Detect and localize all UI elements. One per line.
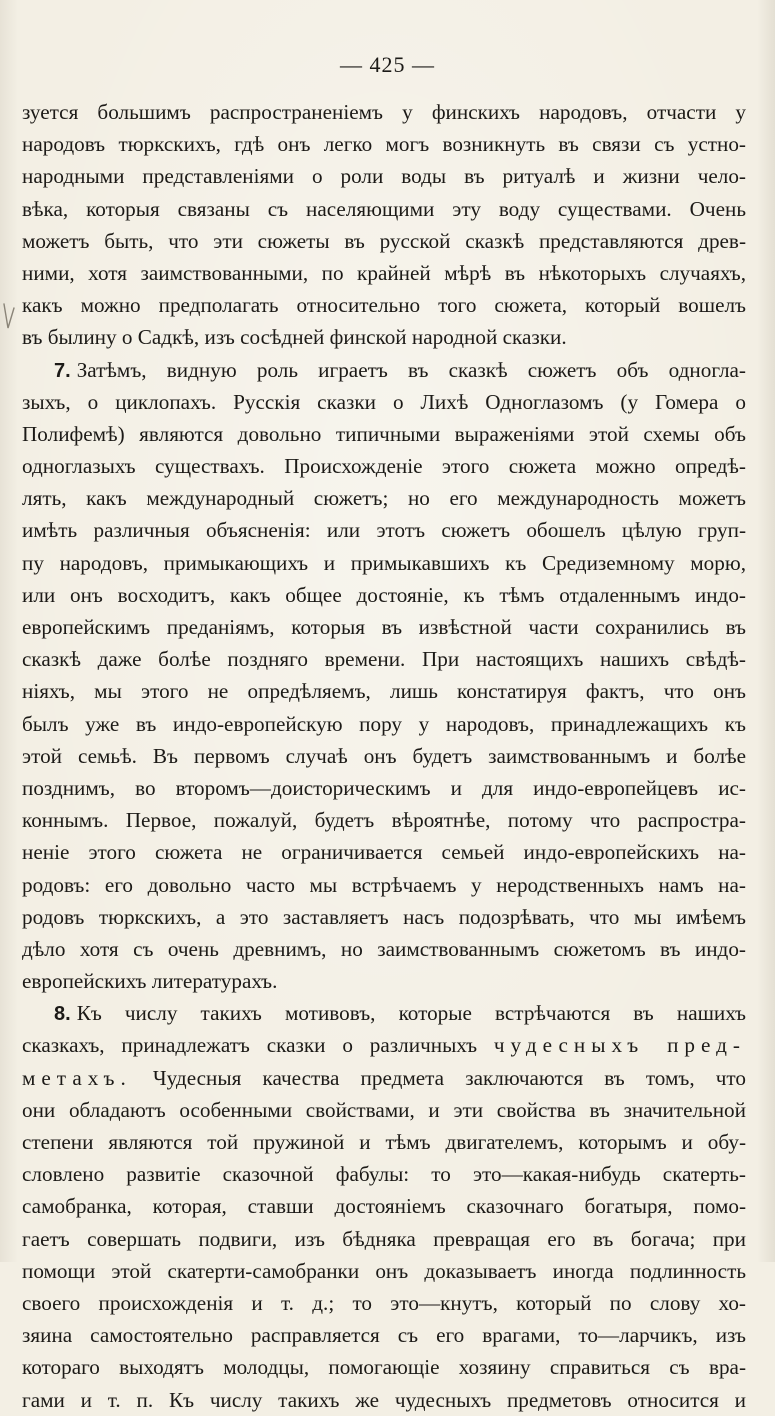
text-line: этой семьѣ. Въ первомъ случаѣ онъ будетъ заимствованнымъ и болѣе <box>22 743 746 768</box>
text-line: зуется большимъ распространеніемъ у финскихъ народовъ, отчасти у <box>22 100 746 124</box>
text-line-with-spaced-term <box>22 1029 746 1061</box>
text-line: своего происхожденія и т. д.; то это—кнутъ, который по слову хо- <box>22 1290 746 1315</box>
text-line: словлено развитіе сказочной фабулы: то это—какая-нибудь скатерть- <box>22 1162 746 1187</box>
paragraph-8-first-line <box>22 997 746 1029</box>
text-line: котораго выходятъ молодцы, помогающіе хозяину справиться съ вра- <box>22 1355 746 1380</box>
text-line: зыхъ, о циклопахъ. Русскія сказки о Лихѣ Одноглазомъ (у Гомера о <box>22 389 746 414</box>
text-line: родовъ тюркскихъ, а это заставляетъ насъ подозрѣвать, что мы имѣемъ <box>22 904 746 929</box>
text-line: былъ уже въ индо-европейскую пору у народовъ, принадлежащихъ къ <box>22 711 746 736</box>
text-line: Затѣмъ, видную роль играетъ въ сказкѣ сюжетъ объ одногла- <box>76 357 746 382</box>
text-line: родовъ: его довольно часто мы встрѣчаемъ у неродственныхъ намъ на- <box>22 872 746 897</box>
text-line: гами и т. п. Къ числу такихъ же чудесныхъ предметовъ относится и <box>22 1387 746 1412</box>
text-line: самобранка, которая, ставши достояніемъ сказочнаго богатыря, помо- <box>22 1194 746 1219</box>
text-line: дѣло хотя съ очень древнимъ, но заимствованнымъ сюжетомъ въ индо- <box>22 936 746 961</box>
text-line: гаетъ совершать подвиги, изъ бѣдняка превращая его въ богача; при <box>22 1226 746 1251</box>
text-line: позднимъ, во второмъ—доисторическимъ и для индо-европейцевъ ис- <box>22 775 746 800</box>
page-number: — 425 — <box>340 52 435 77</box>
text-line: европейскимъ преданіямъ, которыя въ извѣстной части сохранились въ <box>22 615 746 639</box>
text-line: народными представленіями о роли воды въ ритуалѣ и жизни чело- <box>22 164 746 189</box>
text-line: сказкѣ даже болѣе поздняго времени. При настоящихъ нашихъ свѣдѣ- <box>22 647 746 672</box>
text-line: европейскихъ литературахъ. <box>22 969 278 994</box>
text-line: можетъ быть, что эти сюжеты въ русской сказкѣ представляются древ- <box>22 228 746 253</box>
text-line-with-spaced-term <box>22 1062 746 1094</box>
text-line: зяина самостоятельно расправляется съ его врагами, то—ларчикъ, изъ <box>22 1323 746 1348</box>
text-line: помощи этой скатерти-самобранки онъ доказываетъ иногда подлинность <box>22 1258 746 1283</box>
text-line: имѣть различныя объясненія: или этотъ сюжетъ обошелъ цѣлую груп- <box>22 518 746 543</box>
spaced-term: чудесныхъ пред- <box>493 1033 746 1058</box>
section-number-8: 8. <box>54 1003 71 1026</box>
text-segment: Чудесныя качества предмета заключаются въ томъ, что <box>152 1065 746 1090</box>
text-line: ними, хотя заимствованными, по крайней мѣрѣ въ нѣкоторыхъ случаяхъ, <box>22 260 746 285</box>
body-text <box>22 96 746 1416</box>
text-line: въ былину о Садкѣ, изъ сосѣдней финской народной сказки. <box>22 325 567 350</box>
text-line: Полифемѣ) являются довольно типичными выраженіями этой схемы объ <box>22 421 746 446</box>
pencil-margin-mark <box>2 302 16 332</box>
text-line: или онъ восходитъ, какъ общее достояніе, къ тѣмъ отдаленнымъ индо- <box>22 582 746 607</box>
text-line: вѣка, которыя связаны съ населяющими эту воду существами. Очень <box>22 196 746 221</box>
text-line: ніяхъ, мы этого не опредѣляемъ, лишь констатируя фактъ, что онъ <box>22 679 746 704</box>
text-line: Къ числу такихъ мотивовъ, которые встрѣчаются въ нашихъ <box>76 1001 746 1026</box>
text-line: лять, какъ международный сюжетъ; но его международность можетъ <box>22 486 746 511</box>
spaced-term: метахъ. <box>22 1065 132 1090</box>
text-segment: сказкахъ, принадлежатъ сказки о различныхъ <box>22 1033 478 1058</box>
text-line: неніе этого сюжета не ограничивается семьей индо-европейскихъ на- <box>22 840 746 865</box>
paragraph-7-first-line <box>22 354 746 386</box>
text-line: одноглазыхъ существахъ. Происхожденіе этого сюжета можно опредѣ- <box>22 454 746 479</box>
text-line: народовъ тюркскихъ, гдѣ онъ легко могъ возникнуть въ связи съ устно- <box>22 132 746 157</box>
text-line: степени являются той пружиной и тѣмъ двигателемъ, которымъ и обу- <box>22 1130 746 1154</box>
section-number-7: 7. <box>54 359 71 382</box>
text-line: коннымъ. Первое, пожалуй, будетъ вѣроятнѣе, потому что распростра- <box>22 808 746 833</box>
text-line: пу народовъ, примыкающихъ и примыкавшихъ къ Средиземному морю, <box>22 550 746 575</box>
text-line: они обладаютъ особенными свойствами, и эти свойства въ значительной <box>22 1097 746 1122</box>
text-line: какъ можно предполагать относительно того сюжета, который вошелъ <box>22 293 746 318</box>
